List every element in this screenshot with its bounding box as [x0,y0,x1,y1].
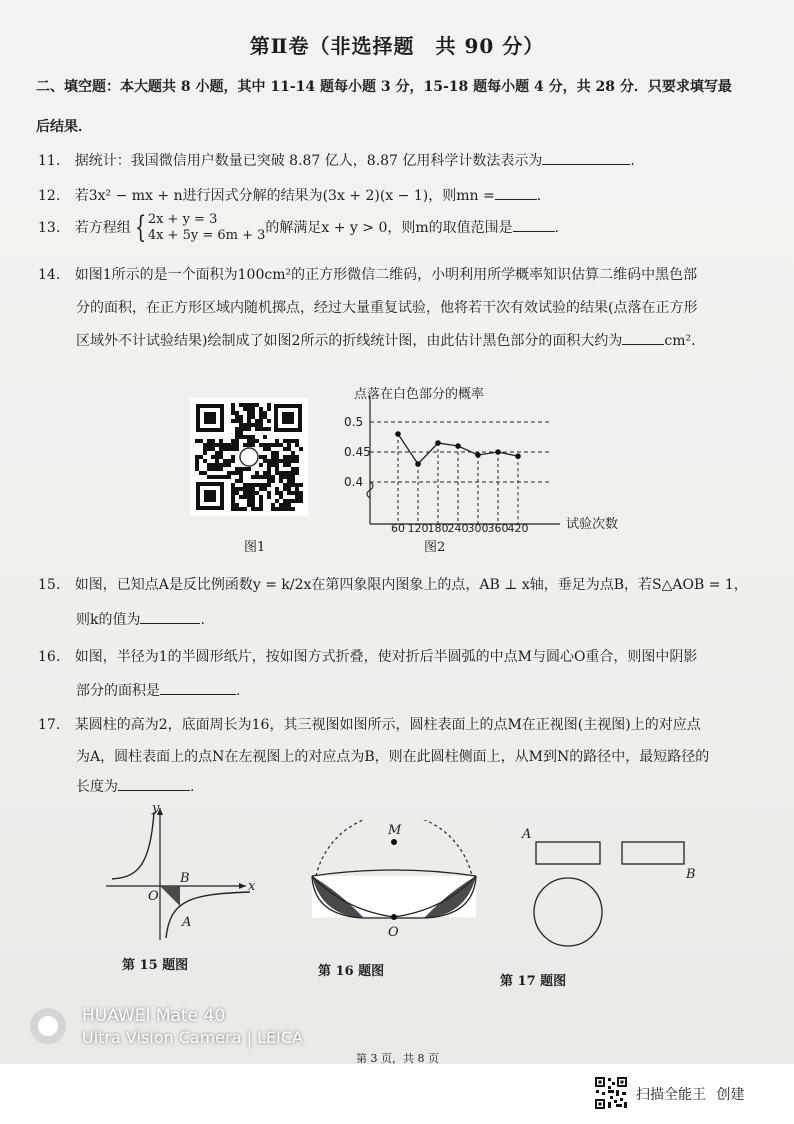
answer-blank [622,332,664,345]
chart-x-tick-labels [391,522,529,532]
x-axis-arrow-icon [239,883,246,889]
label-m: M [388,823,402,838]
answer-blank [140,611,200,624]
y-tick-label: 0.4 [344,475,364,489]
equation-system: 2x + y = 3 4x + 5y = 6m + 3 [147,212,266,243]
front-view-rect [536,842,600,864]
instructions-line-2: 后结果． [36,119,92,135]
question-number: 17. [38,717,61,733]
question-14-line-2: 分的面积，在正方形区域内随机掷点，经过大量重复试验，他将若干次有效试验的结果(点落在正方形 [76,300,698,316]
question-text-post: 的解满足x + y > 0，则m的取值范围是 [265,220,513,236]
qr-code-figure [190,398,308,516]
top-view-circle [534,878,602,946]
section-title: 第Ⅱ卷（非选择题 共 90 分） [249,34,545,58]
qr-finder-bottom-left [196,482,224,510]
qr-finder-top-right [274,404,302,432]
question-13: 13. 若方程组 { 2x + y = 3 4x + 5y = 6m + 3的解满足x + y > 0，则m的取值范围是 . [38,210,560,245]
data-point [435,440,441,446]
data-point [515,453,521,459]
label-o: O [148,889,159,904]
label-y: y [152,801,160,816]
question-number: 12. [38,188,61,204]
question-number: 14. [38,267,61,283]
answer-blank [542,152,630,165]
chart-grid [370,422,552,482]
fold-line [312,870,476,876]
x-tick-label: 180 [427,522,449,532]
x-tick-label: 60 [391,522,405,532]
label-x: x [248,879,256,894]
camera-model-watermark: HUAWEI Mate 40 [82,1006,226,1026]
x-tick-label: 360 [487,522,509,532]
data-point [395,431,401,437]
fig16-caption: 第 16 题图 [318,964,385,979]
question-16-line-2: 部分的面积是 . [76,683,241,699]
question-16 [38,646,697,666]
hyperbola-branch-q2 [112,812,154,879]
wechat-logo-icon [240,448,258,466]
qr-finder-top-left [196,404,224,432]
data-point [455,443,461,449]
camera-lens-watermark: Ultra Vision Camera | LEICA [82,1028,303,1047]
y-tick-label: 0.5 [344,415,364,429]
question-number: 16. [38,649,61,665]
answer-blank [160,682,236,695]
chart-title: 点落在白色部分的概率 [354,387,485,402]
question-text: 据统计：我国微信用户数量已突破 8.87 亿人，8.87 亿用科学计数法表示为 [74,153,543,169]
label-o: O [388,925,399,940]
scanner-qr-icon [594,1076,628,1110]
point-o [391,914,397,920]
question-14-line-3: 区域外不计试验结果)绘制成了如图2所示的折线统计图，由此估计黑色部分的面积大约为 cm². [76,333,696,349]
question-11: 11. 据统计：我国微信用户数量已突破 8.87 亿人，8.87 亿用科学计数法表示为 . [38,153,635,169]
fig17-caption: 第 17 题图 [500,974,567,989]
x-tick-label: 240 [447,522,469,532]
question-text-line-1: 如图，半径为1的半圆形纸片，按如图方式折叠，使对折后半圆弧的中点M与圆心O重合，则图中阴影 [74,649,698,665]
question-17-line-3: 长度为 . [76,779,195,795]
answer-blank [118,778,190,791]
fig15-caption: 第 15 题图 [122,958,189,973]
data-point [475,452,481,458]
fig15-hyperbola-diagram [100,800,260,945]
question-15-line-2: 则k的值为 . [76,612,205,628]
answer-blank [495,187,537,200]
question-text-line-1: 某圆柱的高为2，底面周长为16，其三视图如图所示，圆柱表面上的点M在正视图(主视图)上的对应点 [74,717,701,733]
question-text-line-1: 如图，已知点A是反比例函数y = k/2x在第四象限内图象上的点，AB ⊥ x轴，垂足为点B，若S△AOB = 1， [74,577,748,593]
label-a: A [522,827,532,842]
data-point [415,461,421,467]
question-17 [38,714,701,734]
chart-y-tick-labels [344,415,371,489]
label-a: A [182,915,192,930]
left-view-rect [622,842,684,864]
triangle-aob-shaded [160,886,180,906]
x-tick-label: 300 [467,522,489,532]
point-m [391,839,397,845]
y-tick-label: 0.45 [344,445,371,459]
fig2-caption: 图2 [424,540,446,555]
question-number: 13. [38,220,61,236]
question-15 [38,574,748,594]
x-tick-label: 420 [507,522,529,532]
fig1-caption: 图1 [244,540,266,555]
page-number: 第 3 页，共 8 页 [356,1052,439,1064]
question-text-pre: 若方程组 [74,220,131,236]
question-14 [38,264,697,284]
x-axis-label: 试验次数 [566,517,619,532]
label-b: B [686,867,696,882]
probability-line-chart [340,382,640,532]
answer-blank [513,219,555,232]
question-text-line-1: 如图1所示的是一个面积为100cm²的正方形微信二维码，小明利用所学概率知识估算二维码中黑色部 [74,267,698,283]
camera-watermark-ring-inner [38,1016,58,1036]
x-tick-label: 120 [407,522,429,532]
data-point [495,449,501,455]
question-12: 12. 若3x² − mx + n进行因式分解的结果为(3x + 2)(x − 1)，则mn = . [38,188,542,204]
fig17-three-views [518,826,698,966]
question-17-line-2: 为A，圆柱表面上的点N在左视图上的对应点为B，则在此圆柱侧面上，从M到N的路径中，最短路径的 [76,749,710,765]
question-number: 15. [38,577,61,593]
scanner-brand-label: 扫描全能王 创建 [636,1087,745,1103]
label-b: B [180,871,190,886]
question-text: 若3x² − mx + n进行因式分解的结果为(3x + 2)(x − 1)，则mn = [74,188,495,204]
instructions-line-1: 二、填空题：本大题共 8 小题，其中 11-14 题每小题 3 分，15-18 题每小题 4 分，共 28 分．只要求填写最 [36,79,732,95]
fig16-folded-semicircle [304,820,484,940]
brace-symbol: { [134,210,146,245]
question-number: 11. [38,153,61,169]
